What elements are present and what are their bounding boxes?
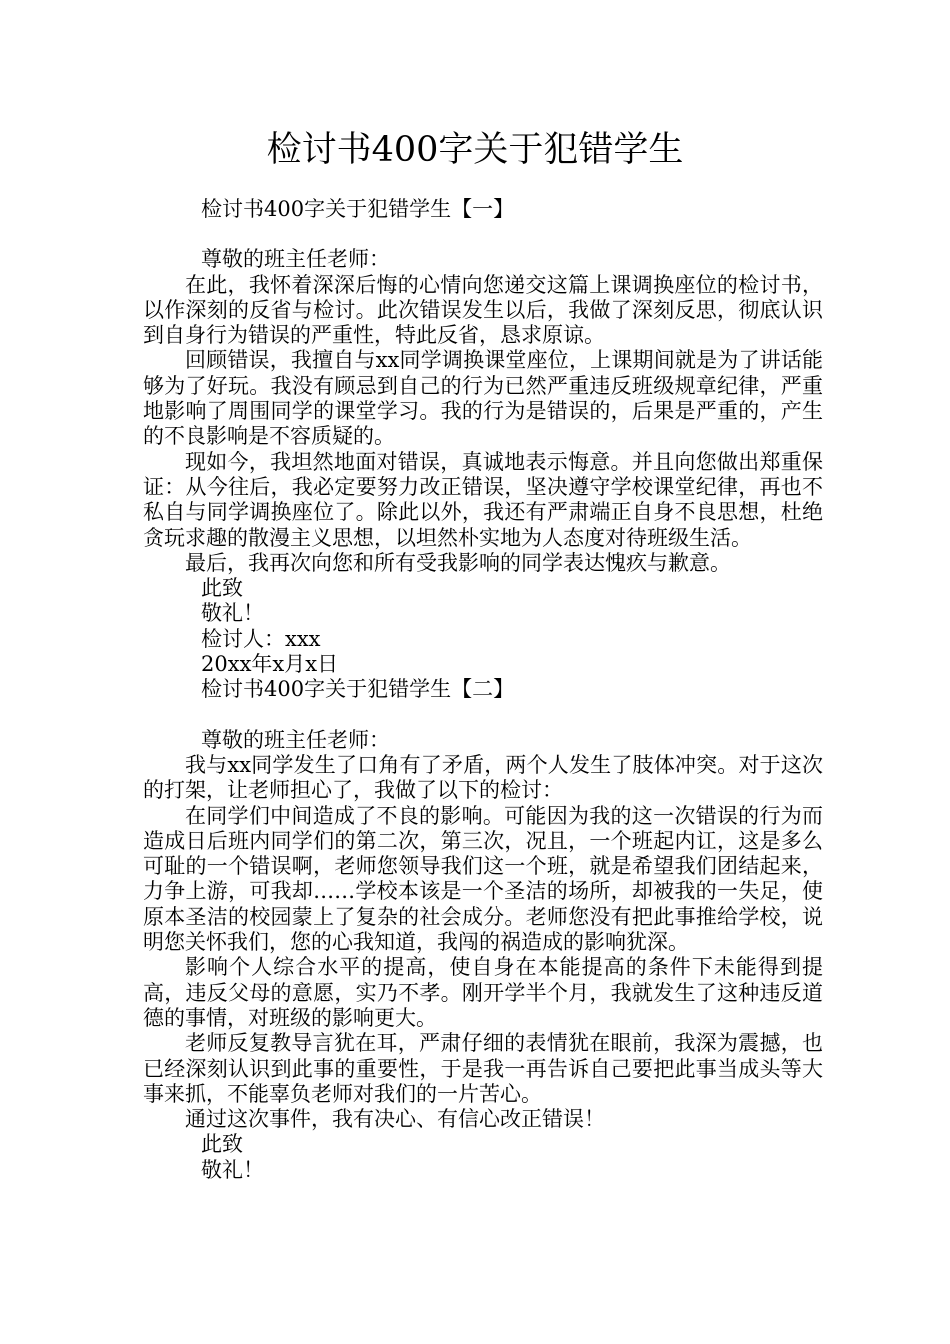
date: 20xx年x月x日 [201,652,339,677]
closing-greeting-1: 此致 [201,576,243,601]
closing-salute-1: 敬礼！ [201,601,264,626]
salutation-1: 尊敬的班主任老师： [201,247,390,272]
paragraph: 现如今，我坦然地面对错误，真诚地表示悔意。并且向您做出郑重保证：从今往后，我必定要努力改正错误，坚决遵守学校课堂纪律，再也不私自与同学调换座位了。除此以外，我还有严肃端正自身不良思想，杜绝贪玩求趣的散漫主义思想，以坦然朴实地为人态度对待班级生活。 [143,449,823,550]
document-body [143,197,823,1183]
closing-greeting-2: 此致 [201,1132,243,1157]
paragraph: 通过这次事件，我有决心、有信心改正错误！ [185,1107,605,1132]
closing-salute-2: 敬礼！ [201,1157,264,1182]
paragraph: 最后，我再次向您和所有受我影响的同学表达愧疚与歉意。 [185,550,731,575]
section-heading-2: 检讨书400字关于犯错学生【二】 [201,677,515,702]
document-title: 检讨书400字关于犯错学生 [266,130,684,170]
signer: 检讨人：xxx [201,626,321,651]
salutation-2: 尊敬的班主任老师： [201,727,390,752]
paragraph: 在同学们中间造成了不良的影响。可能因为我的这一次错误的行为而造成日后班内同学们的第二次，第三次，况且，一个班起内讧，这是多么可耻的一个错误啊，老师您领导我们这一个班，就是希望我们团结起来，力争上游，可我却……学校本该是一个圣洁的场所，却被我的一失足，使原本圣洁的校园蒙上了复杂的社会成分。老师您没有把此事推给学校，说明您关怀我们，您的心我知道，我闯的祸造成的影响犹深。 [143,803,823,955]
section-heading-1: 检讨书400字关于犯错学生【一】 [201,197,515,221]
paragraph: 我与xx同学发生了口角有了矛盾，两个人发生了肢体冲突。对于这次的打架，让老师担心了，我做了以下的检讨： [143,752,823,803]
paragraph: 影响个人综合水平的提高，使自身在本能提高的条件下未能得到提高，违反父母的意愿，实乃不孝。刚开学半个月，我就发生了这种违反道德的事情，对班级的影响更大。 [143,955,823,1030]
paragraph: 在此，我怀着深深后悔的心情向您递交这篇上课调换座位的检讨书，以作深刻的反省与检讨。此次错误发生以后，我做了深刻反思，彻底认识到自身行为错误的严重性，特此反省，恳求原谅。 [143,272,823,348]
paragraph: 老师反复教导言犹在耳，严肃仔细的表情犹在眼前，我深为震撼，也已经深刻认识到此事的重要性，于是我一再告诉自己要把此事当成头等大事来抓，不能辜负老师对我们的一片苦心。 [143,1031,823,1106]
blank-line [143,703,823,728]
blank-line [143,222,823,247]
paragraph: 回顾错误，我擅自与xx同学调换课堂座位，上课期间就是为了讲话能够为了好玩。我没有顾忌到自己的行为已然严重违反班级规章纪律，严重地影响了周围同学的课堂学习。我的行为是错误的，后果是严重的，产生的不良影响是不容质疑的。 [143,348,823,449]
